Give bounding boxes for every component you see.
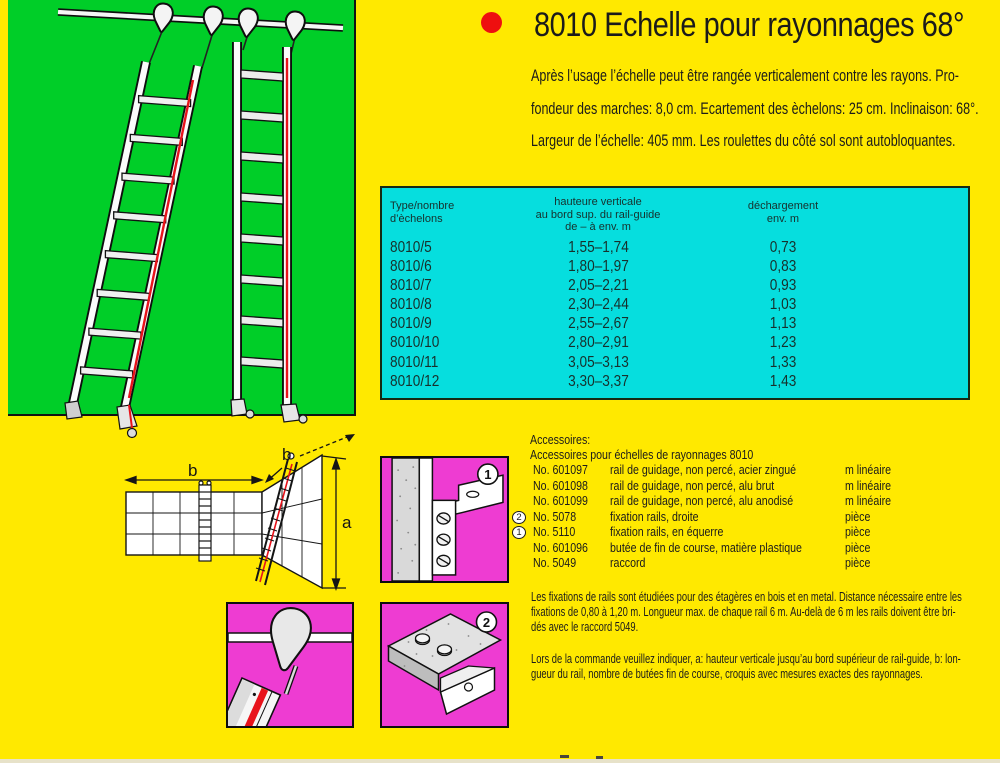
diagram-vertical-ladder [199, 481, 211, 561]
accessory-row [512, 463, 1000, 479]
accessory-row [512, 510, 1000, 526]
accessory-number: No. 5078 [533, 509, 577, 524]
accessories-heading: Accessoires: [530, 433, 591, 447]
detail-panel-3 [380, 602, 509, 728]
note-line: gueur du rail, nombre de butées fin de course, croquis avec mesures exactes des rayonnages. [531, 666, 923, 682]
accessories-list [512, 463, 1000, 572]
print-mark [560, 755, 569, 758]
scan-edge [0, 759, 1000, 763]
accessory-unit: pièce [845, 540, 871, 555]
vertical-ladder [231, 42, 307, 423]
accessory-unit: m linéaire [845, 478, 892, 493]
accessory-description: rail de guidage, non percé, alu brut [610, 478, 775, 493]
accessory-unit: m linéaire [845, 463, 892, 477]
note-line: fixations de 0,80 à 1,20 m. Longueur max. de chaque rail 6 m. Au-delà de 6 m les rails doivent être bri- [531, 604, 956, 620]
column-header-type: Type/nombre d’èchelons [390, 200, 455, 225]
accessory-number: No. 601098 [533, 478, 588, 493]
roller-hanger [264, 605, 314, 674]
accessory-description: fixation rails, en équerre [610, 525, 724, 539]
accessory-row [512, 541, 1000, 557]
table-row: 8010/9 2,55–2,67 1,13 [390, 315, 797, 333]
accessory-row [512, 479, 1000, 495]
accessory-number: No. 601097 [533, 463, 588, 477]
inclined-ladder-treads [81, 96, 191, 378]
accessory-description: butée de fin de course, matière plastique [610, 540, 802, 555]
shelf-grid-front [126, 492, 262, 555]
intro-line: Après l’usage l’échelle peut être rangée verticalement contre les rayons. Pro- [531, 67, 959, 85]
intro-line: fondeur des marches: 8,0 cm. Ecartement des èchelons: 25 cm. Inclinaison: 68°. [531, 99, 979, 118]
table-row: 8010/11 3,05–3,13 1,33 [390, 353, 797, 371]
table-row: 8010/6 1,80–1,97 0,83 [390, 258, 797, 276]
intro-line: Largeur de l’échelle: 405 mm. Les roulettes du côté sol sont autobloquantes. [531, 132, 956, 150]
rail-fixation-note [531, 589, 1000, 635]
table-row: 8010/10 2,80–2,91 1,23 [390, 334, 797, 352]
accessory-description: raccord [610, 556, 646, 570]
note-line: dés avec le raccord 5049. [531, 619, 639, 635]
page-title [534, 6, 1000, 45]
ref-badge: 2 [512, 511, 526, 524]
accessory-unit: pièce [845, 556, 871, 570]
detail-panel-2 [226, 602, 354, 728]
label-b-left: b [188, 461, 198, 480]
note-line: Lors de la commande veuillez indiquer, a: hauteur verticale jusqu’au bord supérieur de rail-guide, b: lon- [531, 651, 961, 666]
bracket-screws [437, 513, 450, 566]
accessory-description: rail de guidage, non percé, alu anodisé [610, 494, 794, 508]
table-row: 8010/8 2,30–2,44 1,03 [390, 296, 797, 314]
upright-edge [419, 458, 432, 581]
accessory-description: fixation rails, droite [610, 509, 699, 524]
accessory-number: No. 5049 [533, 556, 577, 570]
ladder-head [228, 678, 280, 726]
accessory-unit: pièce [845, 509, 871, 524]
accessory-number: No. 601099 [533, 494, 588, 508]
note-line: Les fixations de rails sont étudiées pour des étagères en bois et en metal. Distance nécessaire entre les [531, 589, 962, 604]
column-header-height: hauteure verticale au bord sup. du rail-guide de – à env. m [535, 196, 661, 233]
accessory-row [512, 494, 1000, 510]
accessories-subheading: Accessoires pour échelles de rayonnages 8010 [530, 448, 754, 462]
red-stripe [129, 80, 193, 398]
panel-1-badge: 1 [484, 467, 492, 483]
intro-paragraph [531, 60, 1000, 158]
spec-table [380, 186, 970, 400]
accessory-number: No. 601096 [533, 540, 588, 555]
page-title-text: 8010 Echelle pour rayonnages 68° [534, 6, 965, 44]
hanger-rods [149, 29, 295, 68]
accessory-description: rail de guidage, non percé, acier zingué [610, 463, 797, 477]
shelf-upright [392, 458, 419, 581]
accessory-row [512, 525, 1000, 541]
detail-panel-1 [380, 456, 509, 583]
vertical-ladder-treads [241, 70, 283, 368]
table-row: 8010/12 3,30–3,37 1,43 [390, 372, 797, 390]
accessory-number: No. 5110 [533, 525, 576, 539]
panel-3-badge: 2 [482, 615, 491, 630]
red-bullet [481, 12, 502, 33]
shelving-dimension-diagram [70, 426, 382, 598]
ref-badge: 1 [512, 526, 526, 539]
label-a: a [342, 513, 352, 532]
table-row: 8010/5 1,55–1,74 0,73 [390, 239, 797, 256]
order-note [531, 651, 1000, 681]
ladders-drawing [8, 0, 356, 450]
accessory-unit: m linéaire [845, 494, 892, 508]
accessory-unit: pièce [845, 525, 871, 539]
label-b-right: b [282, 445, 292, 464]
spec-table-rows [382, 238, 968, 391]
inclined-ladder [65, 62, 198, 438]
table-row: 8010/7 2,05–2,21 0,93 [390, 277, 797, 295]
column-header-discharge: déchargement env. m [747, 200, 819, 225]
accessory-row [512, 556, 1000, 572]
